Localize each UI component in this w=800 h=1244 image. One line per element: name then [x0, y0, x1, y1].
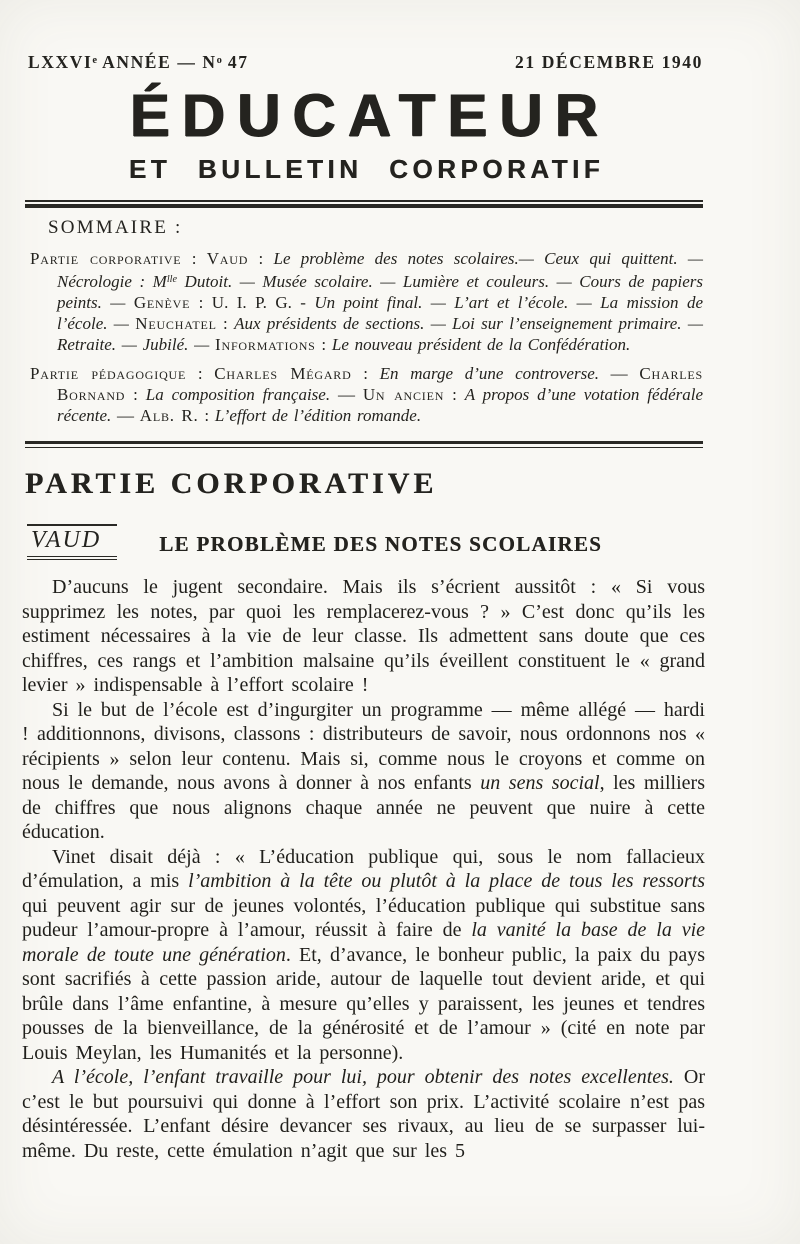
masthead-row [28, 52, 703, 73]
article-body [22, 575, 705, 1163]
rule-thin-line [25, 447, 703, 449]
sommaire-heading: SOMMAIRE : [48, 216, 183, 238]
article-header [27, 524, 703, 560]
issue-number: LXXVIe ANNÉE — $N^o$ 47 [28, 52, 249, 72]
section-heading-partie-corporative: PARTIE CORPORATIVE [25, 467, 438, 501]
sommaire-entry-partie-pedagogique: Partie pédagogique : Charles Mégard : En marge d’une controverse. — Charles Bornand : La composition française. — Un ancien : A propos d’une votation fédérale récente. — Alb. R. : L’effort de l’édition romande. [30, 363, 703, 425]
rule-thick-line [25, 204, 703, 208]
publication-subtitle: ET BULLETIN CORPORATIF [128, 154, 605, 185]
body-paragraph-4: A l’école, l’enfant travaille pour lui, pour obtenir des notes excellentes. Or c’est le but poursuivi qui donne à l’effort son prix. L’activité scolaire n’est pas désintéressée. L’enfant désire devancer ses rivaux, au lieu de se surpasser lui-même. Du reste, cette émulation n’agit que sur les 5 [22, 1066, 705, 1162]
sommaire-section [30, 217, 703, 426]
divider-thin-thick [25, 200, 703, 208]
body-paragraph-2: Si le but de l’école est d’ingurgiter un programme — même allégé — hardi ! additionnons, divisons, classons : distributeurs de savoir, nous ordonnons nos « récipients » selon leur contenu. Mais si, comme nous le croyons et comme on nous le demande, nous avons à donner à nos enfants un sens social, les milliers de chiffres que nous alignons chaque année ne peuvent que nuire à cette éducation. [22, 698, 705, 844]
region-label-vaud: VAUD [27, 524, 117, 560]
divider-thick-thin [25, 441, 703, 449]
body-paragraph-3: Vinet disait déjà : « L’éducation publique qui, sous le nom fallacieux d’émulation, a mis l’ambition à la tête ou plutôt à la place de tous les ressorts qui peuvent agir sur de jeunes volontés, l’éducation publique qui substitue sans pudeur l’amour-propre à l’amour, réussit à faire de la vanité la base de la vie morale de toute une génération. Et, d’avance, le bonheur public, la paix du pays sont sacrifiés à cette passion aride, autour de laquelle tout devient aride, et qui brûle dans l’âme enfantine, à mesure qu’elles y paraissent, les jeunes et tendres pousses de la bienveillance, de la générosité et de l’amour » (cité en note par Louis Meylan, les Humanités et la personne). [22, 845, 706, 1064]
article-title: LE PROBLÈME DES NOTES SCOLAIRES [159, 531, 603, 556]
publication-title: ÉDUCATEUR [129, 82, 611, 149]
sommaire-entry-partie-corporative: Partie corporative : Vaud : Le problème des notes scolaires.— Ceux qui quittent. — Nécrologie : $M^{lle}$ Dutoit. — Musée scolaire. — Lumière et couleurs. — Cours de papiers peints. — Genève : U. I. P. G. - Un point final. — L’art et l’école. — La mission de l’école. — Neuchatel : Aux présidents de sections. — Loi sur l’enseignement primaire. — Retraite. — Jubilé. — Informations : Le nouveau président de la Confédération. [30, 248, 703, 354]
body-paragraph-1: D’aucuns le jugent secondaire. Mais ils s’écrient aussitôt : « Si vous supprimez les notes, par quoi les remplacerez-vous ? » C’est donc qu’ils les estiment nécessaires à la vie de leur classe. Ils admettent sans doute que ces chiffres, ces rangs et l’ambition malsaine qu’ils éveillent constituent le « grand levier » indispensable à l’effort scolaire ! [22, 576, 705, 697]
issue-date: 21 DÉCEMBRE 1940 [515, 52, 703, 72]
